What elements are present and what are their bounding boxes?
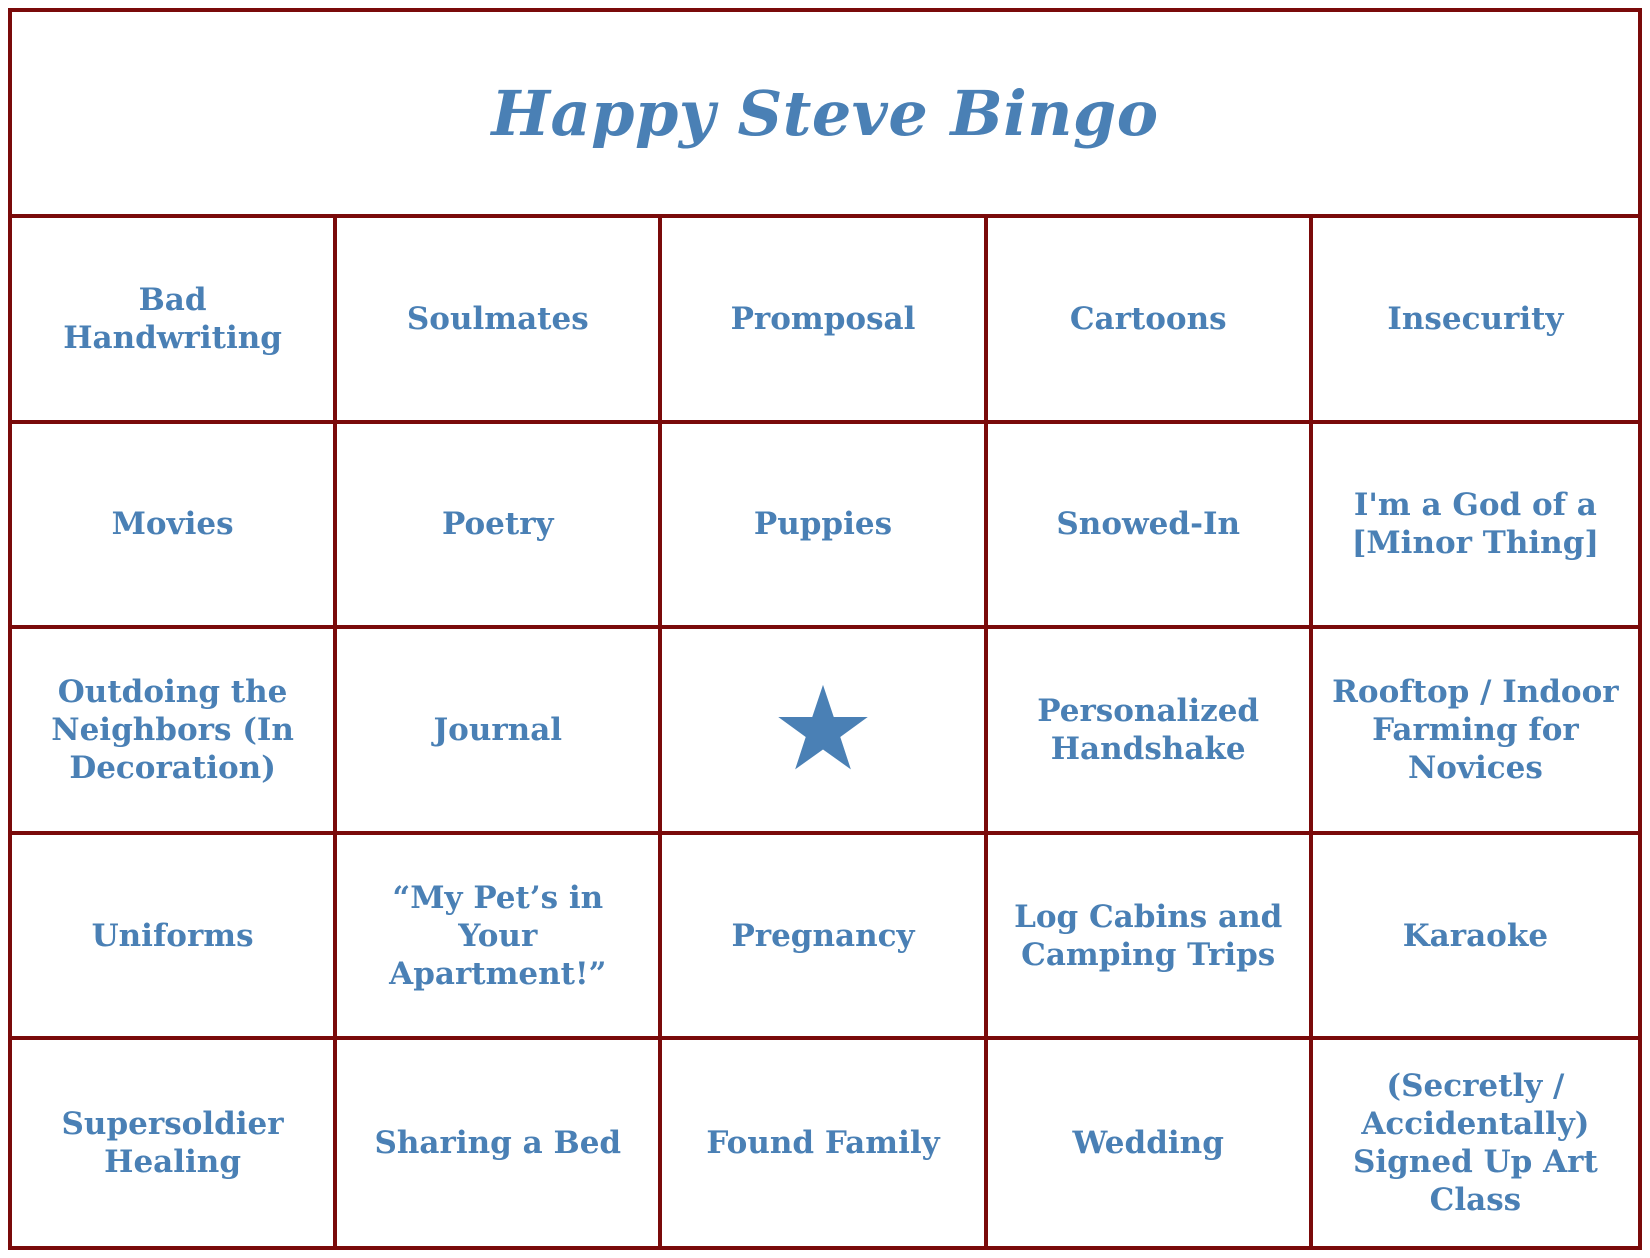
card-title: Happy Steve Bingo — [491, 76, 1159, 150]
cell-label: Poetry — [442, 506, 554, 543]
bingo-cell[interactable] — [988, 218, 1313, 424]
cell-label: Soulmates — [406, 300, 589, 337]
bingo-cell[interactable] — [1313, 424, 1638, 630]
bingo-cell[interactable] — [988, 835, 1313, 1041]
bingo-cell[interactable] — [337, 835, 662, 1041]
bingo-cell[interactable] — [337, 1040, 662, 1246]
bingo-cell[interactable] — [12, 629, 337, 835]
cell-label: Personalized Handshake — [1037, 692, 1260, 767]
free-space-cell[interactable] — [662, 629, 987, 835]
cell-label: Found Family — [706, 1125, 940, 1162]
cell-label: Supersoldier Healing — [61, 1106, 284, 1181]
cell-label: Log Cabins and Camping Trips — [1014, 898, 1283, 973]
bingo-cell[interactable] — [662, 218, 987, 424]
bingo-cell[interactable] — [662, 835, 987, 1041]
cell-label: Outdoing the Neighbors (In Decoration) — [51, 673, 294, 786]
cell-label: (Secretly / Accidentally) Signed Up Art Class — [1353, 1068, 1598, 1219]
cell-label: Karaoke — [1402, 917, 1549, 954]
bingo-card — [8, 8, 1642, 1250]
cell-label: Pregnancy — [731, 917, 915, 954]
cell-label: Puppies — [753, 506, 893, 543]
cell-label: Movies — [111, 506, 234, 543]
bingo-cell[interactable] — [662, 424, 987, 630]
cell-label: Uniforms — [91, 917, 254, 954]
title-row — [12, 12, 1638, 218]
cell-label: Promposal — [730, 300, 916, 337]
bingo-cell[interactable] — [988, 1040, 1313, 1246]
cell-label: Wedding — [1072, 1125, 1224, 1162]
bingo-cell[interactable] — [1313, 1040, 1638, 1246]
cell-label: Insecurity — [1387, 300, 1564, 337]
cell-label: Snowed-In — [1056, 506, 1240, 543]
bingo-cell[interactable] — [337, 218, 662, 424]
bingo-cell[interactable] — [12, 835, 337, 1041]
bingo-cell[interactable] — [662, 1040, 987, 1246]
bingo-cell[interactable] — [988, 424, 1313, 630]
bingo-cell[interactable] — [12, 1040, 337, 1246]
cell-label: Rooftop / Indoor Farming for Novices — [1332, 673, 1619, 786]
cell-label: Bad Handwriting — [63, 281, 282, 356]
star-icon — [775, 682, 871, 778]
cell-label: Sharing a Bed — [374, 1125, 622, 1162]
cell-label: Journal — [433, 711, 563, 748]
cell-label: I'm a God of a [Minor Thing] — [1351, 487, 1600, 562]
bingo-cell[interactable] — [337, 424, 662, 630]
bingo-cell[interactable] — [1313, 835, 1638, 1041]
cell-label: “My Pet’s in Your Apartment!” — [389, 879, 607, 992]
bingo-cell[interactable] — [337, 629, 662, 835]
bingo-cell[interactable] — [1313, 218, 1638, 424]
cell-label: Cartoons — [1069, 300, 1227, 337]
bingo-cell[interactable] — [988, 629, 1313, 835]
bingo-cell[interactable] — [12, 424, 337, 630]
bingo-cell[interactable] — [12, 218, 337, 424]
bingo-cell[interactable] — [1313, 629, 1638, 835]
